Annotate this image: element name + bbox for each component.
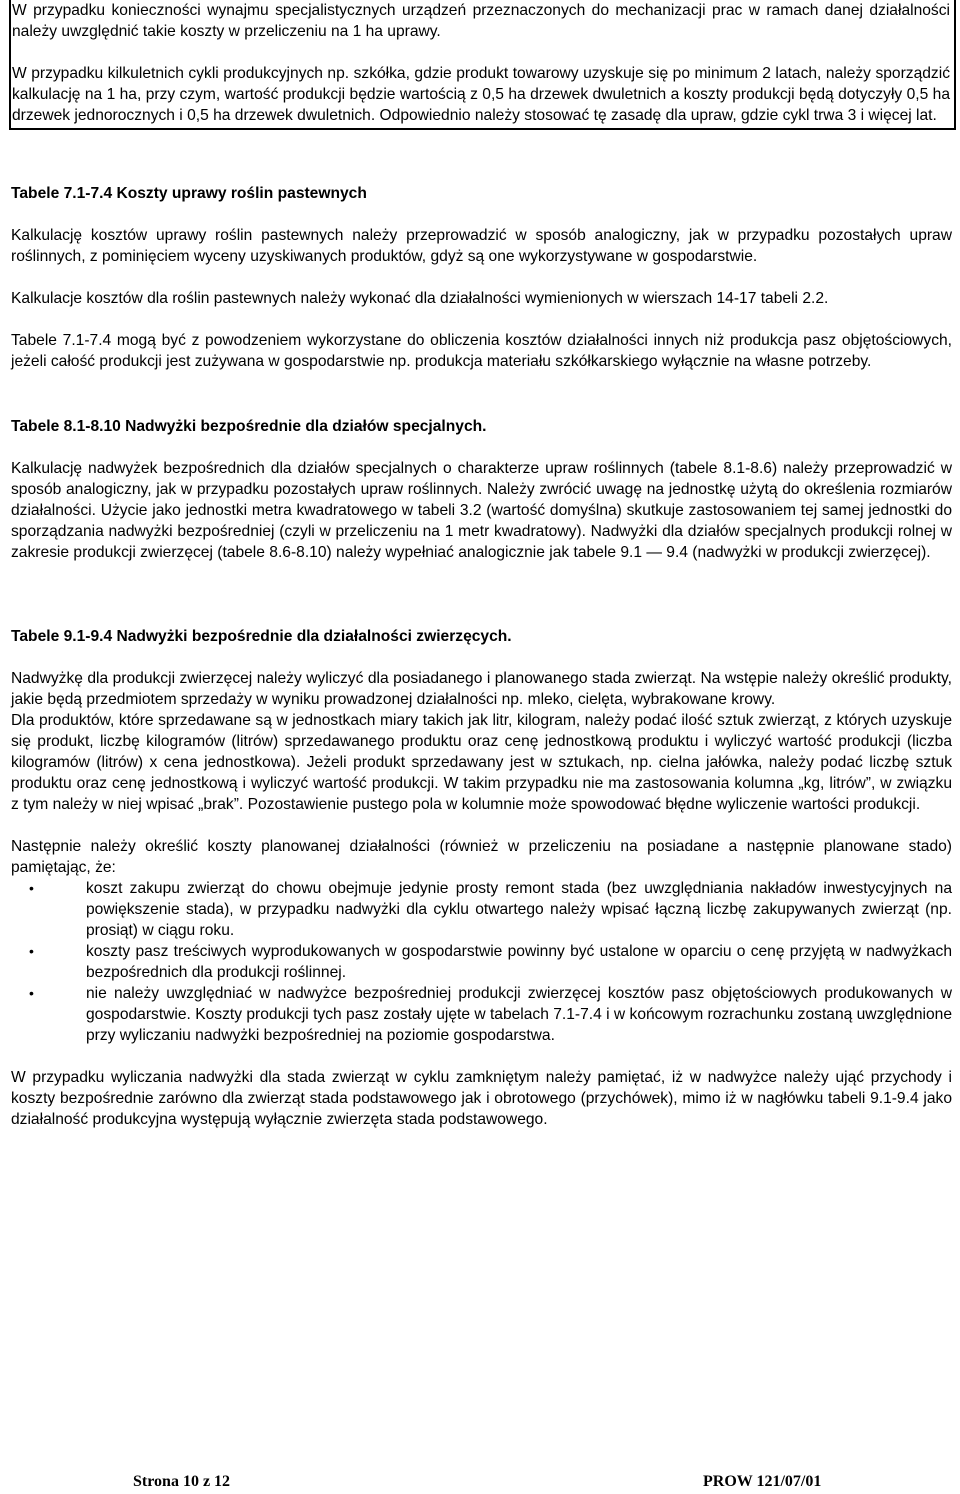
page-number: Strona 10 z 12 <box>133 1473 231 1490</box>
list-item <box>11 878 952 941</box>
section-heading-tables-8: Tabele 8.1-8.10 Nadwyżki bezpośrednie dla działów specjalnych. <box>11 418 487 435</box>
bullet-icon: • <box>29 943 34 959</box>
bullet-icon: • <box>29 985 34 1001</box>
section1-paragraph-3: Tabele 7.1-7.4 mogą być z powodzeniem wykorzystane do obliczenia kosztów działalności innych niż produkcja pasz objętościowych, jeżeli całość produkcji jest zużywana w gospodarstwie np. produkcja materiału szkółkarskiego wyłącznie na własne potrzeby. <box>11 332 952 370</box>
section-heading-tables-7: Tabele 7.1-7.4 Koszty uprawy roślin pastewnych <box>11 185 367 202</box>
section3-paragraph-3: Następnie należy określić koszty planowanej działalności (również w przeliczeniu na posiadane a następnie planowane stado) pamiętając, że: <box>11 838 952 876</box>
notice-paragraph-2: W przypadku kilkuletnich cykli produkcyjnych np. szkółka, gdzie produkt towarowy uzyskuje się po minimum 2 latach, należy sporządzić kalkulację na 1 ha, przy czym, wartość produkcji będzie wartością z 0,5 ha drzewek dwuletnich a koszty produkcji będą dotyczyły 0,5 ha drzewek jednorocznych i 0,5 ha drzewek dwuletnich. Odpowiednio należy stosować tę zasadę dla upraw, gdzie cykl trwa 3 i więcej lat. <box>12 65 950 124</box>
cost-rules-list <box>11 878 952 1046</box>
section3-paragraph-2: Dla produktów, które sprzedawane są w jednostkach miary takich jak litr, kilogram, należy podać ilość sztuk zwierząt, z których uzyskuje się produkt, liczbę kilogramów (litrów) sprzedawanego produktu oraz cenę jednostkową produktu i wyliczyć wartość produkcji (liczba kilogramów (litrów) x cena jednostkowa). Jeżeli produkt sprzedawany jest w sztukach, np. cielna jałówka, należy podać liczbę sztuk produktu oraz cenę jednostkową i wyliczyć wartość produkcji. W takim przypadku nie ma zastosowania kolumna „kg, litrów”, w związku z tym należy w niej wpisać „brak”. Pozostawienie pustego pola w kolumnie może spowodować błędne wyliczenie wartości produkcji. <box>11 712 952 813</box>
notice-paragraph-1: W przypadku konieczności wynajmu specjalistycznych urządzeń przeznaczonych do mechanizacji prac w ramach danej działalności należy uwzględnić takie koszty w przeliczeniu na 1 ha uprawy. <box>12 2 950 40</box>
bullet-icon: • <box>29 880 34 896</box>
list-item-text: nie należy uwzględniać w nadwyżce bezpośredniej produkcji zwierzęcej kosztów pasz objętościowych produkowanych w gospodarstwie. Koszty produkcji tych pasz zostały ujęte w tabelach 7.1-7.4 i w końcowym rozrachunku zostaną uwzględnione przy wyliczaniu nadwyżki bezpośredniej na poziomie gospodarstwa. <box>86 985 952 1044</box>
section3-paragraph-1: Nadwyżkę dla produkcji zwierzęcej należy wyliczyć dla posiadanego i planowanego stada zwierząt. Na wstępie należy określić produkty, jakie będą przedmiotem sprzedaży w wyniku prowadzonej działalności np. mleko, cielęta, wybrakowane krowy. <box>11 670 952 708</box>
list-item <box>11 941 952 983</box>
section2-paragraph-1: Kalkulację nadwyżek bezpośrednich dla działów specjalnych o charakterze upraw roślinnych (tabele 8.1-8.6) należy przeprowadzić w sposób analogiczny, jak w przypadku pozostałych upraw roślinnych. Należy zwrócić uwagę na jednostkę użytą do określenia rozmiarów działalności. Użycie jako jednostki metra kwadratowego w tabeli 3.2 (wartość domyślna) skutkuje zastosowaniem tej samej jednostki do sporządzania nadwyżki bezpośredniej (czyli w przeliczeniu na 1 metr kwadratowy). Nadwyżki dla działów specjalnych produkcji rolnej w zakresie produkcji zwierzęcej (tabele 8.6-8.10) należy wypełniać analogicznie jak tabele 9.1 — 9.4 (nadwyżki w produkcji zwierzęcej). <box>11 460 952 561</box>
document-code: PROW 121/07/01 <box>703 1473 822 1490</box>
list-item <box>11 983 952 1046</box>
section1-paragraph-2: Kalkulacje kosztów dla roślin pastewnych należy wykonać dla działalności wymienionych w wierszach 14-17 tabeli 2.2. <box>11 290 829 307</box>
section3-paragraph-4: W przypadku wyliczania nadwyżki dla stada zwierząt w cyklu zamkniętym należy pamiętać, iż w nadwyżce należy ująć przychody i koszty bezpośrednie zarówno dla zwierząt stada podstawowego jak i obrotowego (przychówek), mimo iż w nagłówku tabeli 9.1-9.4 jako działalność produkcyjna występują wyłącznie zwierzęta stada podstawowego. <box>11 1069 952 1128</box>
list-item-text: koszt zakupu zwierząt do chowu obejmuje jedynie prosty remont stada (bez uwzględniania nakładów inwestycyjnych na powiększenie stada), w przypadku nadwyżki dla cyklu otwartego należy wpisać łączną liczbę zakupywanych zwierząt (np. prosiąt) w ciągu roku. <box>86 880 952 939</box>
section1-paragraph-1: Kalkulację kosztów uprawy roślin pastewnych należy przeprowadzić w sposób analogiczny, jak w przypadku pozostałych upraw roślinnych, z pominięciem wyceny uzyskiwanych produktów, gdyż są one wykorzystywane w gospodarstwie. <box>11 227 952 265</box>
document-page <box>11 0 952 1130</box>
notice-box <box>9 0 956 130</box>
list-item-text: koszty pasz treściwych wyprodukowanych w gospodarstwie powinny być ustalone w oparciu o cenę przyjętą w nadwyżkach bezpośrednich dla produkcji roślinnej. <box>86 943 952 981</box>
section-heading-tables-9: Tabele 9.1-9.4 Nadwyżki bezpośrednie dla działalności zwierzęcych. <box>11 628 512 645</box>
